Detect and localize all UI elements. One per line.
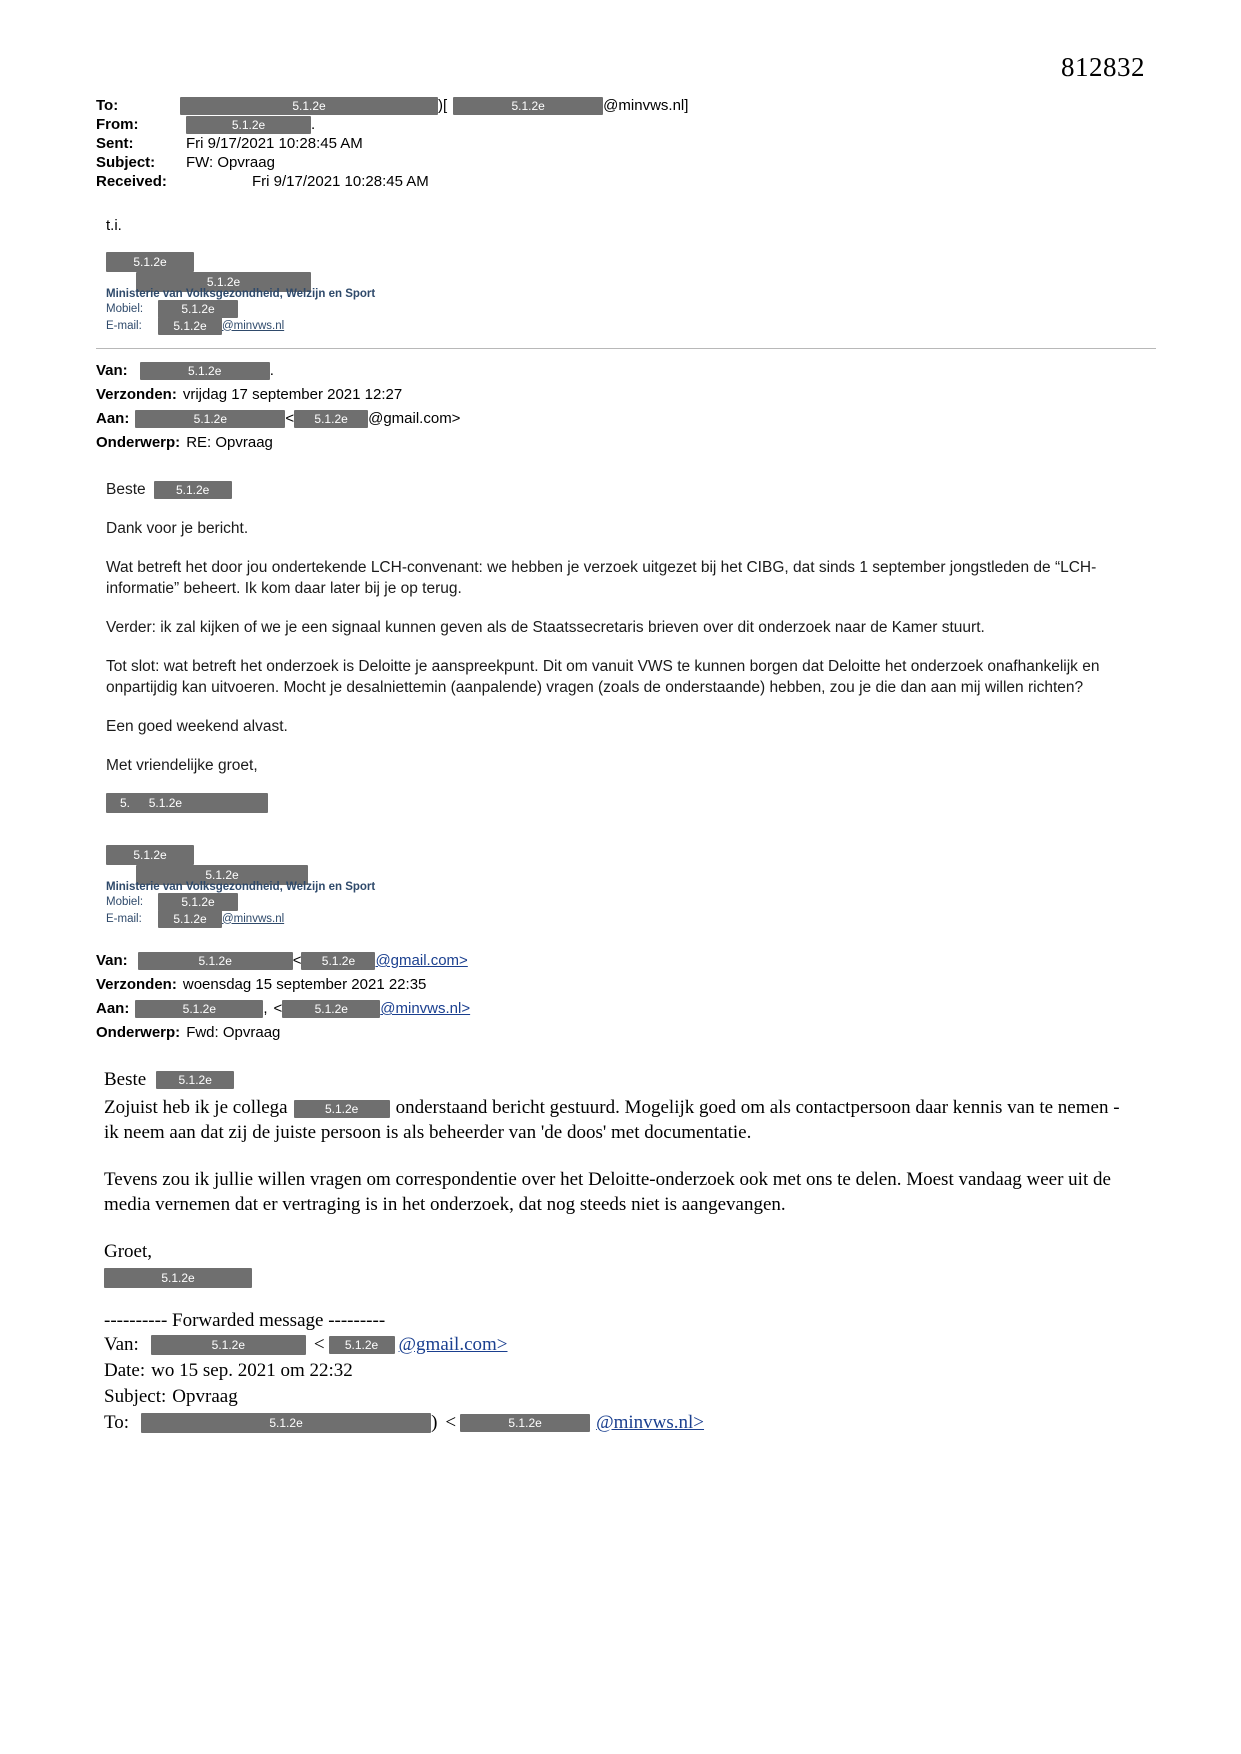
- redaction-box: 5.1.2e: [294, 410, 368, 428]
- ministry-line: Ministerie van Volksgezondheid, Welzijn en Sport: [106, 881, 376, 893]
- signature-block-1: [106, 252, 1156, 334]
- greeting-text: Beste: [104, 1069, 147, 1090]
- subject-value: Opvraag: [172, 1386, 238, 1407]
- message-3-paragraph-1: [104, 1095, 1134, 1145]
- sent-value: Fri 9/17/2021 10:28:45 AM: [186, 135, 363, 152]
- forwarded-row-van: [104, 1332, 1156, 1358]
- signature-block-2: [106, 845, 1156, 927]
- message-3-signoff: [104, 1268, 1156, 1288]
- mobile-label: Mobiel:: [106, 895, 144, 908]
- to-label: To:: [104, 1412, 130, 1433]
- message-3-groet: Groet,: [104, 1241, 153, 1262]
- redaction-box: 5.1.2e: [140, 362, 270, 380]
- verzonden-label: Verzonden:: [96, 386, 177, 403]
- message-2-paragraph-4: Tot slot: wat betreft het onderzoek is Deloitte je aanspreekpunt. Dit om vanuit VWS te kunnen borgen dat Deloitte het onderzoek onafhankelijk en onpartijdig kan uitvoeren. Mocht je desalniettemin (aanpalende) vragen (zoals de onderstaande) hebben, zou je die dan aan mij willen richten?: [106, 658, 1100, 696]
- meta-row-aan: [96, 407, 1156, 431]
- email-link[interactable]: @minvws.nl: [222, 319, 285, 332]
- forwarded-gmail-link[interactable]: @gmail.com>: [398, 1334, 508, 1355]
- onderwerp-value: Fwd: Opvraag: [186, 1024, 281, 1041]
- date-label: Date:: [104, 1360, 146, 1381]
- email-label: E-mail:: [106, 912, 142, 925]
- aan-label: Aan:: [96, 410, 130, 427]
- redaction-box: 5.1.2e: [151, 1335, 306, 1355]
- signoff-redaction-label: 5.1.2e: [148, 795, 183, 810]
- aan-minvws-link[interactable]: @minvws.nl>: [380, 1000, 471, 1017]
- to-domain: @minvws.nl]: [603, 96, 689, 114]
- to-bracket: )[: [438, 96, 448, 114]
- forwarded-minvws-link[interactable]: @minvws.nl>: [596, 1412, 705, 1433]
- to-paren: ): [431, 1412, 438, 1433]
- signature-email-row: [106, 910, 1156, 927]
- forwarded-row-date: [104, 1358, 1156, 1384]
- redaction-box: 5.1.2e: [282, 1000, 380, 1018]
- van-label: Van:: [96, 362, 128, 379]
- signature-mobile-row: [106, 300, 1156, 317]
- mobile-label: Mobiel:: [106, 302, 144, 315]
- aan-separator: <: [273, 1000, 283, 1017]
- aan-comma: ,: [263, 1000, 268, 1017]
- redaction-box: 5.1.2e: [158, 317, 222, 335]
- redaction-box: 5.1.2e: [294, 1100, 390, 1118]
- verzonden-label: Verzonden:: [96, 976, 177, 993]
- van-label: Van:: [104, 1334, 139, 1355]
- onderwerp-label: Onderwerp:: [96, 434, 181, 451]
- subject-value: FW: Opvraag: [186, 154, 275, 171]
- meta-row-van: [96, 949, 1156, 973]
- email-content: [96, 96, 1156, 1436]
- message-2-paragraph-1: Dank voor je bericht.: [106, 520, 249, 537]
- redaction-box: 5.1.2e: [106, 252, 194, 272]
- redaction-box: 5.1.2e: [301, 952, 375, 970]
- sent-label: Sent:: [96, 135, 134, 152]
- meta-row-onderwerp: [96, 431, 1156, 455]
- subject-label: Subject:: [96, 154, 156, 171]
- meta-row-verzonden: [96, 973, 1156, 997]
- message-2-meta: [96, 359, 1156, 455]
- message-2-signoff: [106, 792, 1146, 813]
- redaction-box: 5.1.2e: [135, 410, 285, 428]
- aan-separator: <: [285, 410, 295, 427]
- message-2-paragraph-3: Verder: ik zal kijken of we je een signaal kunnen geven als de Staatssecretaris brieven over dit onderzoek naar de Kamer stuurt.: [106, 619, 985, 636]
- message-3-paragraph-2: Tevens zou ik jullie willen vragen om correspondentie over het Deloitte-onderzoek ook met ons te delen. Moest vandaag weer uit de media vernemen dat er vertraging is in het onderzoek, dat nog steeds niet is aangevangen.: [104, 1169, 1111, 1215]
- redaction-box: 5.1.2e: [135, 1000, 263, 1018]
- meta-row-onderwerp: [96, 1021, 1156, 1045]
- redaction-box: 5.1.2e: [138, 952, 293, 970]
- aan-domain: @gmail.com>: [368, 410, 461, 427]
- from-value: [180, 115, 315, 134]
- signoff-prefix: 5.: [120, 795, 131, 810]
- redaction-box: 5.1.2e: [180, 97, 438, 115]
- signature-name-line: [106, 845, 1156, 865]
- message-3-meta: [96, 949, 1156, 1045]
- header-row-received: [96, 172, 1156, 191]
- aan-label: Aan:: [96, 1000, 130, 1017]
- van-dot: .: [269, 362, 274, 379]
- paragraph-part-1: Zojuist heb ik je collega: [104, 1097, 288, 1118]
- redaction-box: 5.1.2e: [158, 893, 238, 911]
- to-value: [180, 96, 688, 115]
- header-row-sent: [96, 134, 1156, 153]
- signature-name-line: [106, 252, 1156, 272]
- paragraph-part-2: onderstaand bericht gestuurd. Mogelijk goed om als contactpersoon daar kennis van te nemen - ik neem aan dat zij de juiste persoon is als beheerder van 'de doos' met documentatie.: [104, 1097, 1120, 1143]
- message-2-greeting: [106, 479, 1146, 500]
- forwarded-separator: ---------- Forwarded message ---------: [104, 1310, 386, 1331]
- signature-mobile-row: [106, 893, 1156, 910]
- email-header: [96, 96, 1156, 191]
- message-2-paragraph-6: Met vriendelijke groet,: [106, 757, 258, 774]
- header-row-from: [96, 115, 1156, 134]
- subject-label: Subject:: [104, 1386, 167, 1407]
- redaction-box: 5.1.2e: [460, 1414, 590, 1432]
- van-separator: <: [313, 1334, 325, 1355]
- message-2-paragraph-5: Een goed weekend alvast.: [106, 718, 288, 735]
- verzonden-value: vrijdag 17 september 2021 12:27: [182, 386, 403, 403]
- onderwerp-value: RE: Opvraag: [186, 434, 273, 451]
- to-label: To:: [96, 97, 119, 114]
- van-separator: <: [292, 952, 302, 969]
- redaction-box: 5.1.2e: [154, 481, 232, 499]
- redaction-box: 5.1.2e: [158, 300, 238, 318]
- redaction-box: 5.1.2e: [106, 845, 194, 865]
- date-value: wo 15 sep. 2021 om 22:32: [151, 1360, 353, 1381]
- onderwerp-label: Onderwerp:: [96, 1024, 181, 1041]
- meta-row-aan: [96, 997, 1156, 1021]
- redaction-box: 5.1.2e: [453, 97, 603, 115]
- redaction-box: 5.1.2e: [186, 116, 311, 134]
- from-label: From:: [96, 116, 139, 133]
- redaction-box: 5.1.2e: [329, 1336, 395, 1354]
- redaction-box: 5.1.2e: [158, 910, 222, 928]
- meta-row-verzonden: [96, 383, 1156, 407]
- header-row-to: [96, 96, 1156, 115]
- received-label: Received:: [96, 173, 167, 190]
- to-separator: <: [445, 1412, 457, 1433]
- verzonden-value: woensdag 15 september 2021 22:35: [182, 976, 427, 993]
- van-gmail-link[interactable]: @gmail.com>: [375, 952, 468, 969]
- redaction-box: 5.1.2e: [136, 272, 311, 292]
- document-number: 812832: [1061, 52, 1145, 82]
- body-note: t.i.: [106, 217, 122, 234]
- header-row-subject: [96, 153, 1156, 172]
- redaction-box: 5.1.2e: [156, 1071, 234, 1089]
- email-label: E-mail:: [106, 319, 142, 332]
- redaction-box: 5.1.2e: [104, 1268, 252, 1288]
- message-3-greeting: [104, 1067, 1156, 1093]
- forwarded-row-to: [104, 1410, 1156, 1436]
- signature-email-row: [106, 317, 1156, 334]
- redaction-box: [106, 793, 268, 813]
- divider: [96, 348, 1156, 349]
- greeting-text: Beste: [106, 481, 146, 498]
- redaction-box: 5.1.2e: [141, 1413, 431, 1433]
- forwarded-row-subject: [104, 1384, 1156, 1410]
- from-dot: .: [311, 115, 316, 133]
- van-label: Van:: [96, 952, 128, 969]
- email-link[interactable]: @minvws.nl: [222, 912, 285, 925]
- received-value: Fri 9/17/2021 10:28:45 AM: [252, 173, 429, 190]
- ministry-line: Ministerie van Volksgezondheid, Welzijn en Sport: [106, 288, 376, 300]
- meta-row-van: [96, 359, 1156, 383]
- message-2-paragraph-2: Wat betreft het door jou ondertekende LCH-convenant: we hebben je verzoek uitgezet bij het CIBG, dat sinds 1 september jongstleden de “LCH-informatie” beheert. Ik kom daar later bij je op terug.: [106, 559, 1097, 597]
- redaction-box: 5.1.2e: [136, 865, 308, 885]
